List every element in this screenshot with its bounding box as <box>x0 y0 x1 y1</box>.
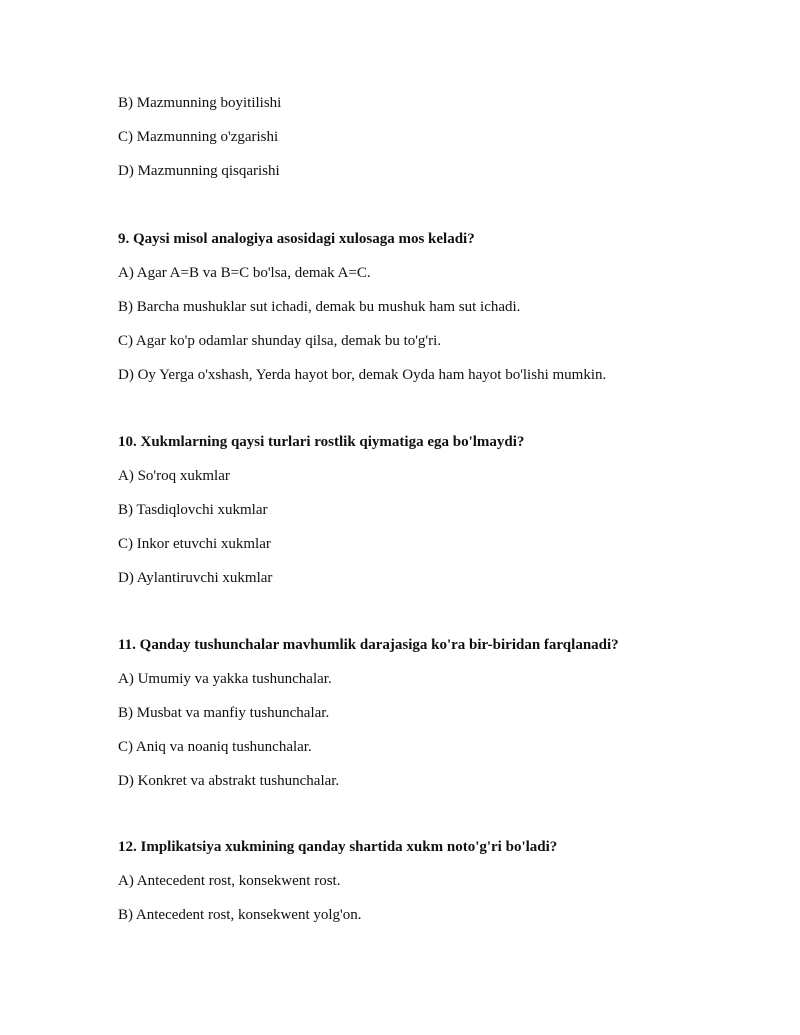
question-10-option-c: C) Inkor etuvchi xukmlar <box>118 536 271 552</box>
question-12: 12. Implikatsiya xukmining qanday shartida xukm noto'g'ri bo'ladi? <box>118 839 558 855</box>
question-11: 11. Qanday tushunchalar mavhumlik darajasiga ko'ra bir-biridan farqlanadi? <box>118 637 619 653</box>
question-12-option-a: A) Antecedent rost, konsekwent rost. <box>118 873 341 889</box>
question-9-option-d: D) Oy Yerga o'xshash, Yerda hayot bor, demak Oyda ham hayot bo'lishi mumkin. <box>118 367 607 383</box>
question-12-option-b: B) Antecedent rost, konsekwent yolg'on. <box>118 907 362 923</box>
answer-option-c: C) Mazmunning o'zgarishi <box>118 129 279 145</box>
question-9-option-b: B) Barcha mushuklar sut ichadi, demak bu mushuk ham sut ichadi. <box>118 299 521 315</box>
question-11-option-a: A) Umumiy va yakka tushunchalar. <box>118 671 332 687</box>
question-11-option-b: B) Musbat va manfiy tushunchalar. <box>118 705 330 721</box>
question-9-option-a: A) Agar A=B va B=C bo'lsa, demak A=C. <box>118 265 371 281</box>
question-10-option-a: A) So'roq xukmlar <box>118 468 230 484</box>
answer-option-d: D) Mazmunning qisqarishi <box>118 163 280 179</box>
question-10-option-d: D) Aylantiruvchi xukmlar <box>118 570 273 586</box>
question-10-option-b: B) Tasdiqlovchi xukmlar <box>118 502 268 518</box>
question-11-option-c: C) Aniq va noaniq tushunchalar. <box>118 739 312 755</box>
answer-option-b: B) Mazmunning boyitilishi <box>118 95 282 111</box>
question-11-option-d: D) Konkret va abstrakt tushunchalar. <box>118 773 340 789</box>
question-9: 9. Qaysi misol analogiya asosidagi xulosaga mos keladi? <box>118 231 475 247</box>
question-9-option-c: C) Agar ko'p odamlar shunday qilsa, demak bu to'g'ri. <box>118 333 442 349</box>
question-10: 10. Xukmlarning qaysi turlari rostlik qiymatiga ega bo'lmaydi? <box>118 434 525 450</box>
